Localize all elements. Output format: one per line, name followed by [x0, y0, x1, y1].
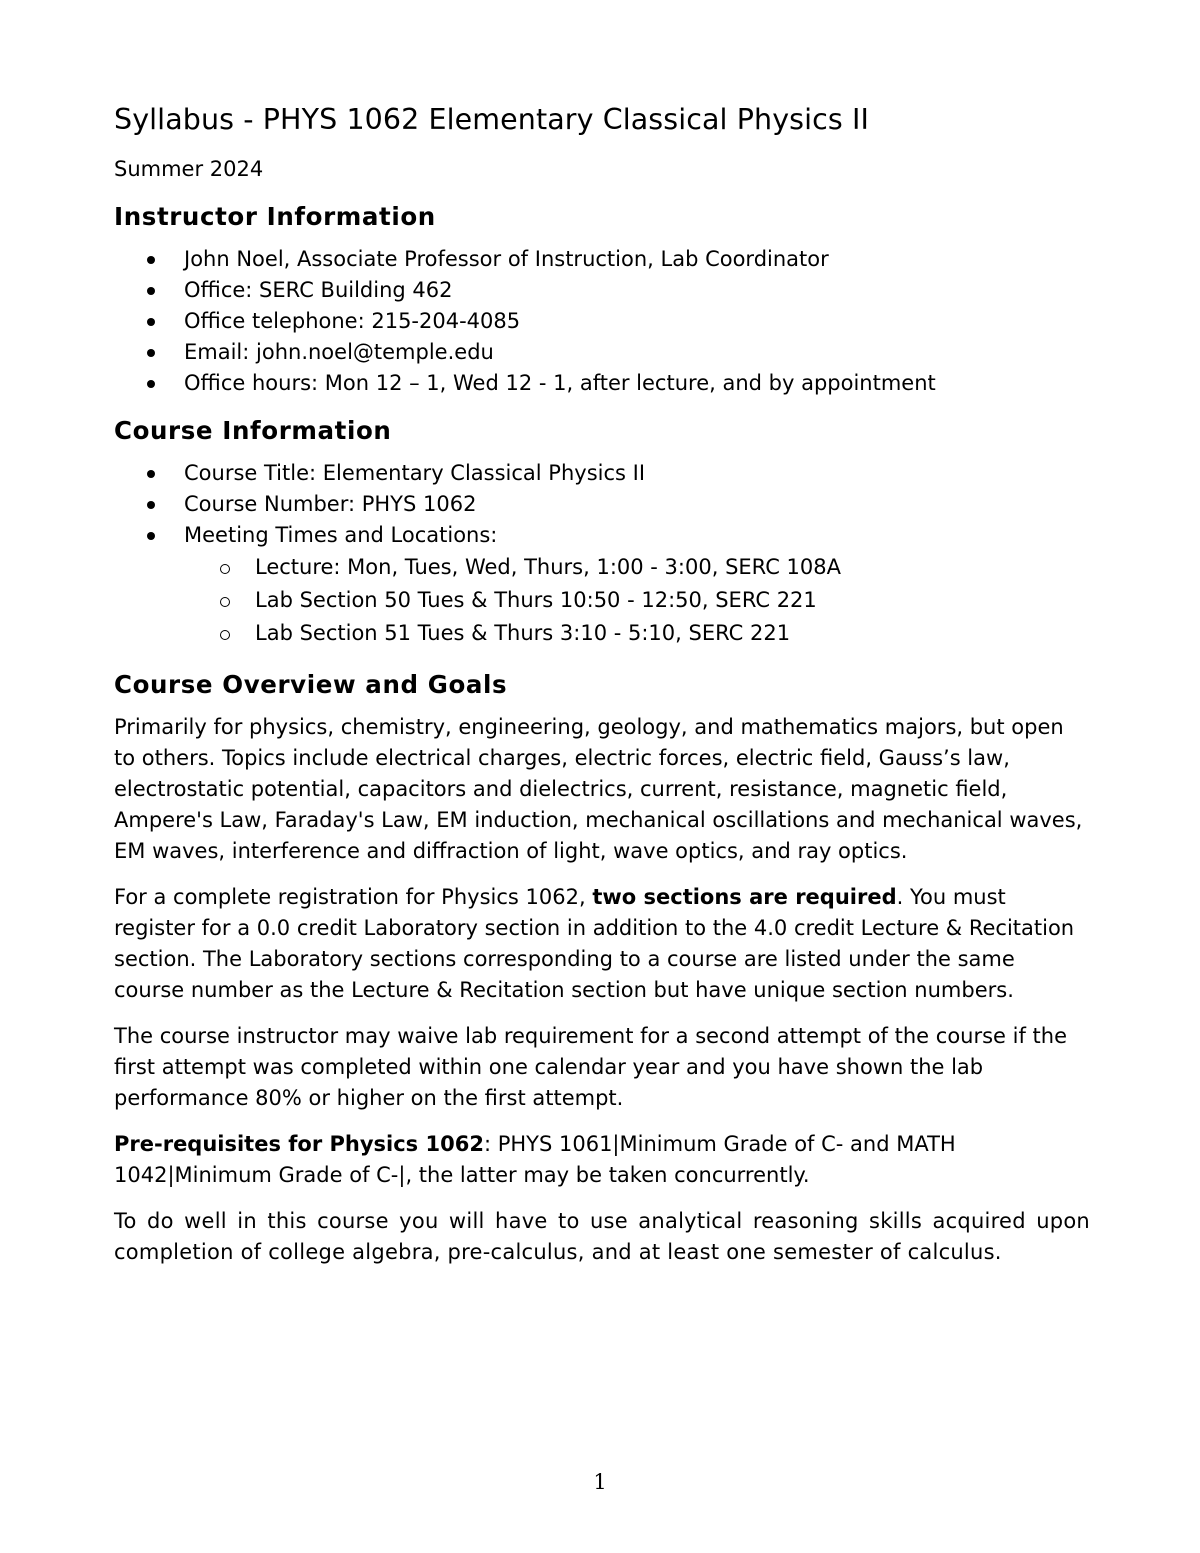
list-item: [114, 368, 1090, 399]
list-item: [114, 584, 1090, 617]
lecture-meeting: Lecture: Mon, Tues, Wed, Thurs, 1:00 - 3:00, SERC 108A: [255, 555, 842, 579]
bullet-icon: [147, 501, 155, 509]
circle-bullet-icon: [220, 630, 230, 640]
bullet-icon: [147, 532, 155, 540]
prerequisites-text: : PHYS 1061|Minimum Grade of C- and MATH 1042|Minimum Grade of C-|, the latter may be taken concurrently.: [114, 1132, 956, 1187]
meetings-list: [184, 551, 1090, 650]
list-item: [114, 244, 1090, 275]
instructor-heading: Instructor Information: [114, 202, 436, 231]
instructor-name: John Noel, Associate Professor of Instruction, Lab Coordinator: [184, 247, 829, 271]
bullet-icon: [147, 380, 155, 388]
skills-paragraph: To do well in this course you will have to use analytical reasoning skills acquired upon completion of college algebra, pre-calculus, and at least one semester of calculus.: [114, 1209, 1090, 1264]
page-number: 1: [593, 1470, 607, 1494]
course-list: [114, 458, 1090, 650]
lab-waiver-paragraph: The course instructor may waive lab requirement for a second attempt of the course if the first attempt was completed within one calendar year and you have shown the lab performance 80% or higher on the first attempt.: [114, 1024, 1068, 1110]
syllabus-page: [114, 98, 1090, 1283]
instructor-list: [114, 244, 1090, 399]
instructor-office: Office: SERC Building 462: [184, 278, 453, 302]
prerequisites-label: Pre-requisites for Physics 1062: [114, 1132, 484, 1156]
list-item: [114, 489, 1090, 520]
list-item: [114, 617, 1090, 650]
registration-emphasis: two sections are required: [592, 885, 897, 909]
overview-heading: Course Overview and Goals: [114, 670, 508, 699]
registration-text-end: . You must register for a 0.0 credit Laboratory section in addition to the 4.0 credit Lecture & Recitation section. The Laboratory sections corresponding to a course are listed under the same course number as the Lecture & Recitation section but have unique section numbers.: [114, 885, 1075, 1002]
overview-paragraph: Primarily for physics, chemistry, engineering, geology, and mathematics majors, but open to others. Topics include electrical charges, electric forces, electric field, Gauss’s law, electrostatic potential, capacitors and dielectrics, current, resistance, magnetic field, Ampere's Law, Faraday's Law, EM induction, mechanical oscillations and mechanical waves, EM waves, interference and diffraction of light, wave optics, and ray optics.: [114, 715, 1083, 863]
registration-text-start: For a complete registration for Physics 1062,: [114, 885, 593, 909]
lab-section-51: Lab Section 51 Tues & Thurs 3:10 - 5:10, SERC 221: [255, 621, 791, 645]
list-item: [114, 306, 1090, 337]
course-number: Course Number: PHYS 1062: [184, 492, 477, 516]
list-item: [114, 275, 1090, 306]
bullet-icon: [147, 318, 155, 326]
bullet-icon: [147, 349, 155, 357]
bullet-icon: [147, 287, 155, 295]
instructor-telephone: Office telephone: 215-204-4085: [184, 309, 521, 333]
course-heading: Course Information: [114, 416, 392, 445]
list-item: [114, 520, 1090, 650]
bullet-icon: [147, 470, 155, 478]
meeting-times-label: Meeting Times and Locations:: [184, 523, 498, 547]
course-title: Course Title: Elementary Classical Physics II: [184, 461, 646, 485]
document-title: Syllabus - PHYS 1062 Elementary Classical Physics II: [114, 103, 870, 136]
lab-section-50: Lab Section 50 Tues & Thurs 10:50 - 12:50, SERC 221: [255, 588, 817, 612]
list-item: [114, 551, 1090, 584]
instructor-email: Email: john.noel@temple.edu: [184, 340, 494, 364]
list-item: [114, 337, 1090, 368]
term-label: Summer 2024: [114, 157, 264, 181]
instructor-office-hours: Office hours: Mon 12 – 1, Wed 12 - 1, after lecture, and by appointment: [184, 371, 936, 395]
prerequisites-paragraph: [114, 1129, 1090, 1191]
circle-bullet-icon: [220, 564, 230, 574]
circle-bullet-icon: [220, 597, 230, 607]
bullet-icon: [147, 256, 155, 264]
list-item: [114, 458, 1090, 489]
registration-paragraph: [114, 882, 1090, 1006]
